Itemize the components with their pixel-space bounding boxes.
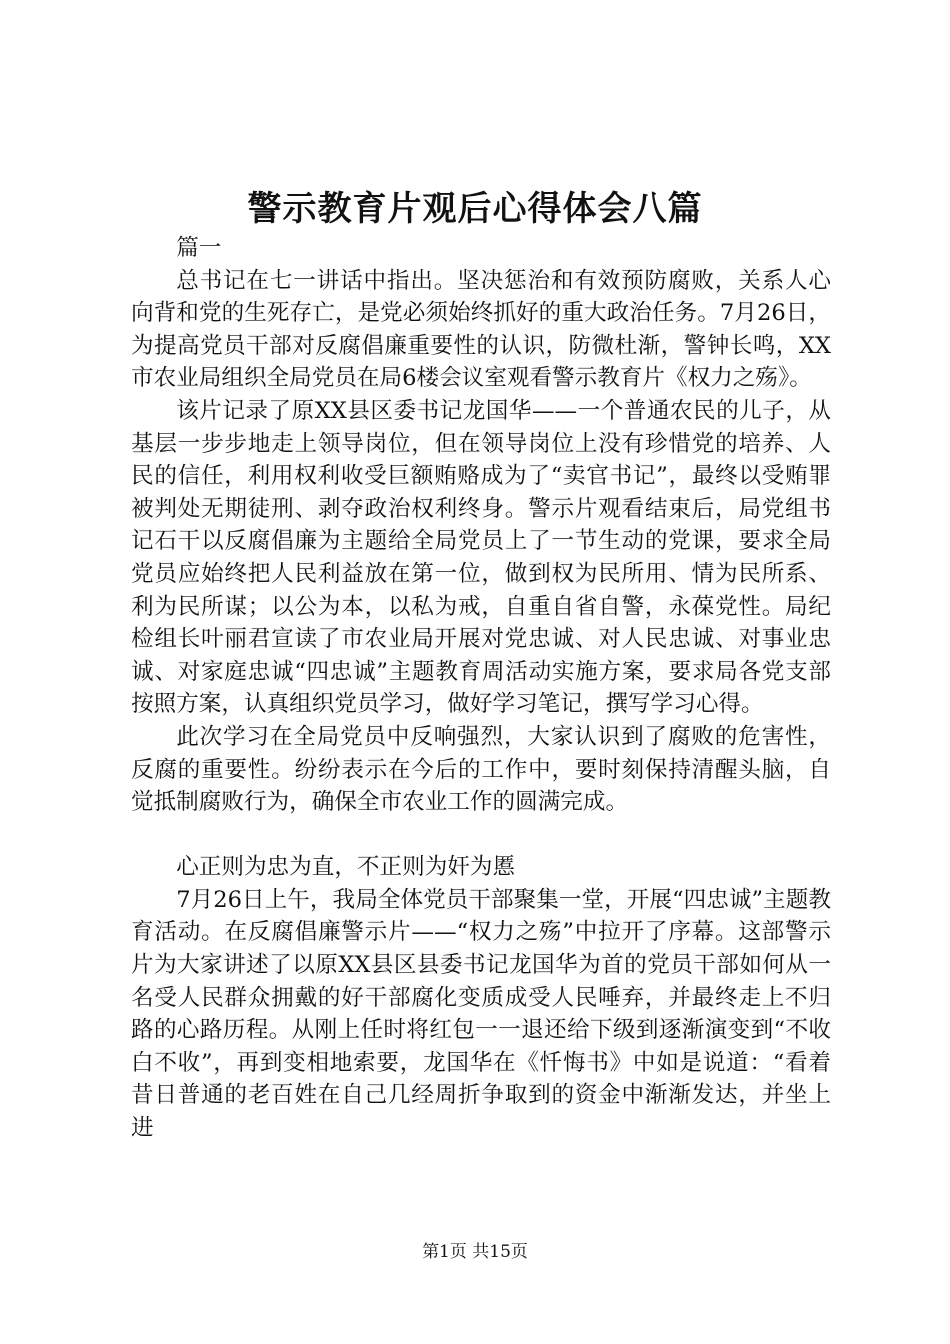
document-body — [131, 232, 831, 1145]
page-footer: 第1页 共15页 — [422, 1242, 528, 1262]
subheading: 心正则为忠为直，不正则为奸为慝 — [176, 854, 516, 881]
paragraph-spacer — [131, 819, 831, 852]
section-label: 篇一 — [176, 235, 222, 261]
document-title: 警示教育片观后心得体会八篇 — [247, 189, 703, 229]
paragraph-1: 总书记在七一讲话中指出。坚决惩治和有效预防腐败，关系人心向背和党的生死存亡，是党必须始终抓好的重大政治任务。7月26日，为提高党员干部对反腐倡廉重要性的认识，防微杜渐，警钟长鸣，XX市农业局组织全局党员在局6楼会议室观看警示教育片《权力之殇》。 — [131, 267, 831, 392]
paragraph-2: 该片记录了原XX县区委书记龙国华——一个普通农民的儿子，从基层一步步地走上领导岗位，但在领导岗位上没有珍惜党的培养、人民的信任，利用权利收受巨额贿赂成为了“卖官书记”，最终以受贿罪被判处无期徒刑、剥夺政治权利终身。警示片观看结束后，局党组书记石干以反腐倡廉为主题给全局党员上了一节生动的党课，要求全局党员应始终把人民利益放在第一位，做到权为民所用、情为民所系、利为民所谋；以公为本，以私为戒，自重自省自警，永葆党性。局纪检组长叶丽君宣读了市农业局开展对党忠诚、对人民忠诚、对事业忠诚、对家庭忠诚“四忠诚”主题教育周活动实施方案，要求局各党支部按照方案，认真组织党员学习，做好学习笔记，撰写学习心得。 — [131, 397, 831, 718]
paragraph-3: 此次学习在全局党员中反响强烈，大家认识到了腐败的危害性，反腐的重要性。纷纷表示在今后的工作中，要时刻保持清醒头脑，自觉抵制腐败行为，确保全市农业工作的圆满完成。 — [131, 723, 831, 816]
paragraph-4: 7月26日上午，我局全体党员干部聚集一堂，开展“四忠诚”主题教育活动。在反腐倡廉警示片——“权力之殇”中拉开了序幕。这部警示片为大家讲述了以原XX县区县委书记龙国华为首的党员干部如何从一名受人民群众拥戴的好干部腐化变质成受人民唾弃，并最终走上不归路的心路历程。从刚上任时将红包一一退还给下级到逐渐演变到“不收白不收”，再到变相地索要，龙国华在《忏悔书》中如是说道：“看着昔日普通的老百姓在自己几经周折争取到的资金中渐渐发达，并坐上进 — [131, 886, 831, 1142]
